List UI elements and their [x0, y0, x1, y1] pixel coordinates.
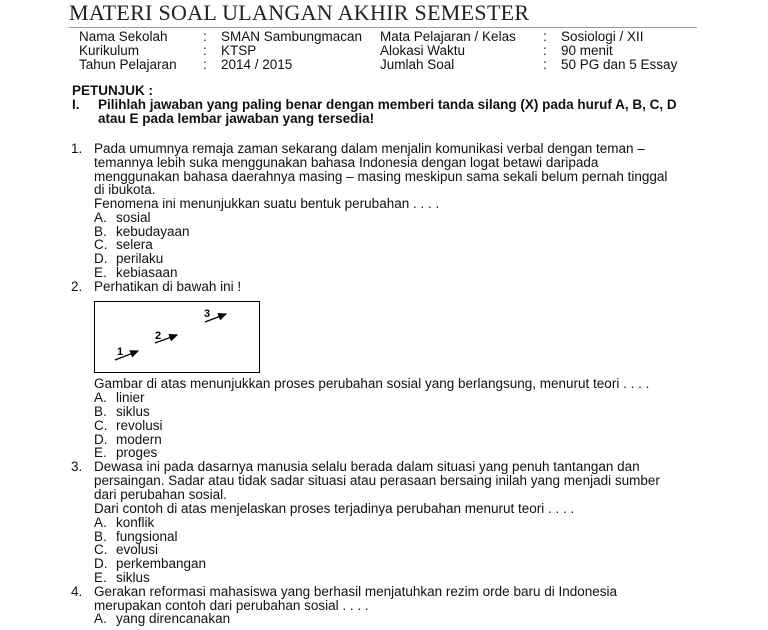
label-school: Nama Sekolah	[79, 29, 168, 44]
option-text: sosial	[116, 210, 151, 225]
option-text: evolusi	[116, 542, 159, 557]
value-time: 90 menit	[561, 43, 613, 58]
option-text: revolusi	[116, 418, 163, 433]
question-number: 4.	[71, 584, 83, 599]
question-text-line: Dari contoh di atas menjelaskan proses terjadinya perubahan menurut teori . . . .	[94, 501, 575, 516]
option-letter: D.	[94, 432, 108, 447]
option-letter: C.	[94, 418, 108, 433]
label-curriculum: Kurikulum	[79, 43, 140, 58]
instruction-number: I.	[72, 97, 80, 112]
label-time: Alokasi Waktu	[380, 43, 466, 58]
question-text-line: Fenomena ini menunjukkan suatu bentuk perubahan . . . .	[94, 196, 440, 211]
colon: :	[203, 29, 207, 44]
label-count: Jumlah Soal	[380, 57, 455, 72]
option-letter: B.	[94, 224, 107, 239]
option-text: modern	[116, 432, 162, 447]
title-underline	[69, 27, 697, 28]
instruction-line: atau E pada lembar jawaban yang tersedia!	[98, 111, 375, 126]
option-text: proges	[116, 445, 158, 460]
option-text: selera	[116, 237, 153, 252]
option-letter: A.	[94, 611, 107, 626]
colon: :	[543, 29, 547, 44]
option-letter: D.	[94, 556, 108, 571]
question-text-line: Pada umumnya remaja zaman sekarang dalam menjalin komunikasi verbal dengan teman –	[94, 141, 645, 156]
colon: :	[543, 43, 547, 58]
option-text: siklus	[116, 570, 150, 585]
option-letter: C.	[94, 237, 108, 252]
option-letter: A.	[94, 210, 107, 225]
question-text-line: Gerakan reformasi mahasiswa yang berhasil menjatuhkan rezim orde baru di Indonesia	[94, 584, 618, 599]
option-letter: C.	[94, 542, 108, 557]
option-letter: B.	[94, 529, 107, 544]
question-text-line: Gambar di atas menunjukkan proses perubahan sosial yang berlangsung, menurut teori . . . .	[94, 376, 650, 391]
option-text: perilaku	[116, 251, 164, 266]
option-text: kebiasaan	[116, 265, 178, 280]
option-text: siklus	[116, 404, 150, 419]
question-text-line: persaingan. Sadar atau tidak sadar situasi atau perasaan bersaing inilah yang menjadi sumber	[94, 473, 660, 488]
value-year: 2014 / 2015	[221, 57, 293, 72]
option-letter: A.	[94, 515, 107, 530]
document-title: MATERI SOAL ULANGAN AKHIR SEMESTER	[69, 0, 530, 25]
option-text: kebudayaan	[116, 224, 190, 239]
figure-label: 2	[155, 330, 162, 342]
option-text: fungsional	[116, 529, 178, 544]
question-text-line: dari perubahan sosial.	[94, 487, 227, 502]
linear-arrows-figure	[95, 302, 261, 374]
value-count: 50 PG dan 5 Essay	[561, 57, 678, 72]
value-curriculum: KTSP	[221, 43, 257, 58]
instruction-line: Pilihlah jawaban yang paling benar dengan memberi tanda silang (X) pada huruf A, B, C, D	[98, 97, 677, 112]
question-text-line: Perhatikan di bawah ini !	[94, 279, 242, 294]
option-text: yang direncanakan	[116, 611, 231, 626]
colon: :	[203, 43, 207, 58]
option-letter: E.	[94, 265, 107, 280]
option-letter: D.	[94, 251, 108, 266]
instructions-heading: PETUNJUK :	[72, 83, 154, 98]
option-text: perkembangan	[116, 556, 207, 571]
colon: :	[543, 57, 547, 72]
figure-label: 3	[204, 308, 211, 320]
question-number: 2.	[71, 279, 83, 294]
option-text: konflik	[116, 515, 155, 530]
question-text-line: Dewasa ini pada dasarnya manusia selalu berada dalam situasi yang penuh tantangan dan	[94, 459, 640, 474]
option-letter: E.	[94, 570, 107, 585]
question-text-line: menggunakan bahasa daerahnya masing – masing meskipun sama sekali belum pernah tinggal	[94, 169, 668, 184]
value-subject: Sosiologi / XII	[561, 29, 644, 44]
figure-label: 1	[117, 346, 124, 358]
colon: :	[203, 57, 207, 72]
option-letter: B.	[94, 404, 107, 419]
option-text: linier	[116, 390, 145, 405]
option-letter: E.	[94, 445, 107, 460]
question-text-line: di ibukota.	[94, 182, 156, 197]
question-number: 1.	[71, 141, 83, 156]
figure-box	[94, 301, 260, 373]
question-number: 3.	[71, 459, 83, 474]
question-text-line: temannya lebih suka menggunakan bahasa Indonesia dengan logat betawi daripada	[94, 155, 599, 170]
option-letter: A.	[94, 390, 107, 405]
label-subject: Mata Pelajaran / Kelas	[380, 29, 516, 44]
value-school: SMAN Sambungmacan	[221, 29, 363, 44]
question-text-line: merupakan contoh dari perubahan sosial . . . .	[94, 598, 369, 613]
label-year: Tahun Pelajaran	[79, 57, 177, 72]
